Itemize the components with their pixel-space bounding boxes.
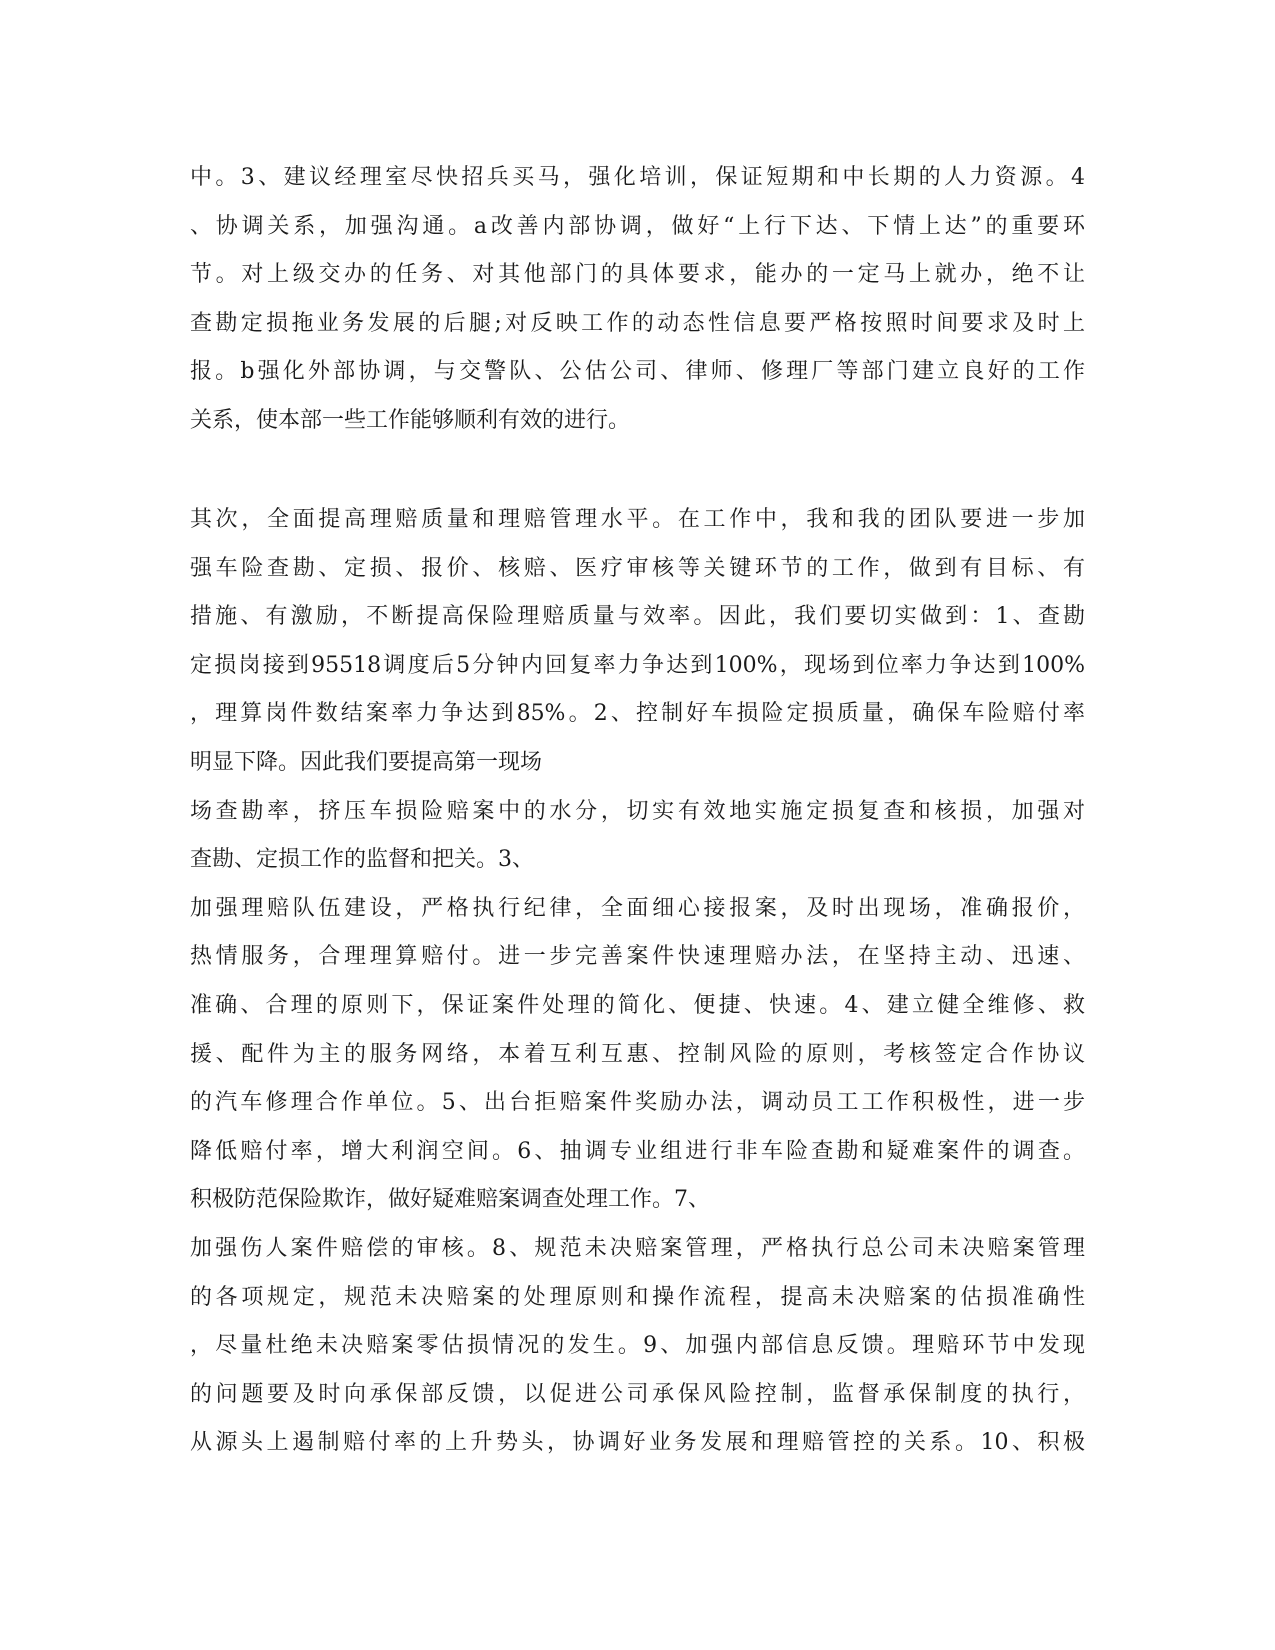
text-line: 中。3、建议经理室尽快招兵买马，强化培训，保证短期和中长期的人力资源。4 [190,165,1085,190]
text-line: 加强理赔队伍建设，严格执行纪律，全面细心接报案，及时出现场，准确报价， [190,895,1085,921]
text-line: 场查勘率，挤压车损险赔案中的水分，切实有效地实施定损复查和核损，加强对 [190,798,1085,824]
text-line: ，尽量杜绝未决赔案零估损情况的发生。9、加强内部信息反馈。理赔环节中发现 [190,1333,1085,1359]
text-line: 查勘、定损工作的监督和把关。3、 [190,847,534,873]
text-line: 热情服务，合理理算赔付。进一步完善案件快速理赔办法，在坚持主动、迅速、 [190,944,1085,970]
text-line: 节。对上级交办的任务、对其他部门的具体要求，能办的一定马上就办，绝不让 [190,262,1085,288]
text-line: 准确、合理的原则下，保证案件处理的简化、便捷、快速。4、建立健全维修、救 [190,992,1085,1018]
text-line: ，理算岗件数结案率力争达到85%。2、控制好车损险定损质量，确保车险赔付率 [190,701,1085,727]
text-line: 援、配件为主的服务网络，本着互利互惠、控制风险的原则，考核签定合作协议 [190,1041,1085,1067]
text-line: 积极防范保险欺诈，做好疑难赔案调查处理工作。7、 [190,1187,710,1213]
text-line: 关系，使本部一些工作能够顺利有效的进行。 [190,407,631,433]
text-line: 其次，全面提高理赔质量和理赔管理水平。在工作中，我和我的团队要进一步加 [190,507,1085,532]
paragraph-coordination [190,154,1085,446]
text-line: 加强伤人案件赔偿的审核。8、规范未决赔案管理，严格执行总公司未决赔案管理 [190,1235,1085,1261]
text-line: 的各项规定，规范未决赔案的处理原则和操作流程，提高未决赔案的估损准确性 [190,1284,1085,1310]
text-line: 报。b强化外部协调，与交警队、公估公司、律师、修理厂等部门建立良好的工作 [190,359,1085,385]
text-line: 措施、有激励，不断提高保险理赔质量与效率。因此，我们要切实做到：1、查勘 [190,604,1085,630]
text-line: 强车险查勘、定损、报价、核赔、医疗审核等关键环节的工作，做到有目标、有 [190,555,1085,581]
text-line: 、协调关系，加强沟通。a改善内部协调，做好“上行下达、下情上达”的重要环 [190,213,1085,239]
paragraph-claims-quality [190,496,1085,1468]
text-line: 查勘定损拖业务发展的后腿;对反映工作的动态性信息要严格按照时间要求及时上 [190,310,1085,336]
text-line: 从源头上遏制赔付率的上升势头，协调好业务发展和理赔管控的关系。10、积极 [190,1430,1085,1456]
text-line: 明显下降。因此我们要提高第一现场 [190,749,543,775]
text-line: 降低赔付率，增大利润空间。6、抽调专业组进行非车险查勘和疑难案件的调查。 [190,1138,1085,1164]
text-line: 的问题要及时向承保部反馈，以促进公司承保风险控制，监督承保制度的执行， [190,1381,1085,1407]
text-line: 定损岗接到95518调度后5分钟内回复率力争达到100%，现场到位率力争达到100% [190,652,1085,678]
text-line: 的汽车修理合作单位。5、出台拒赔案件奖励办法，调动员工工作积极性，进一步 [190,1090,1085,1116]
